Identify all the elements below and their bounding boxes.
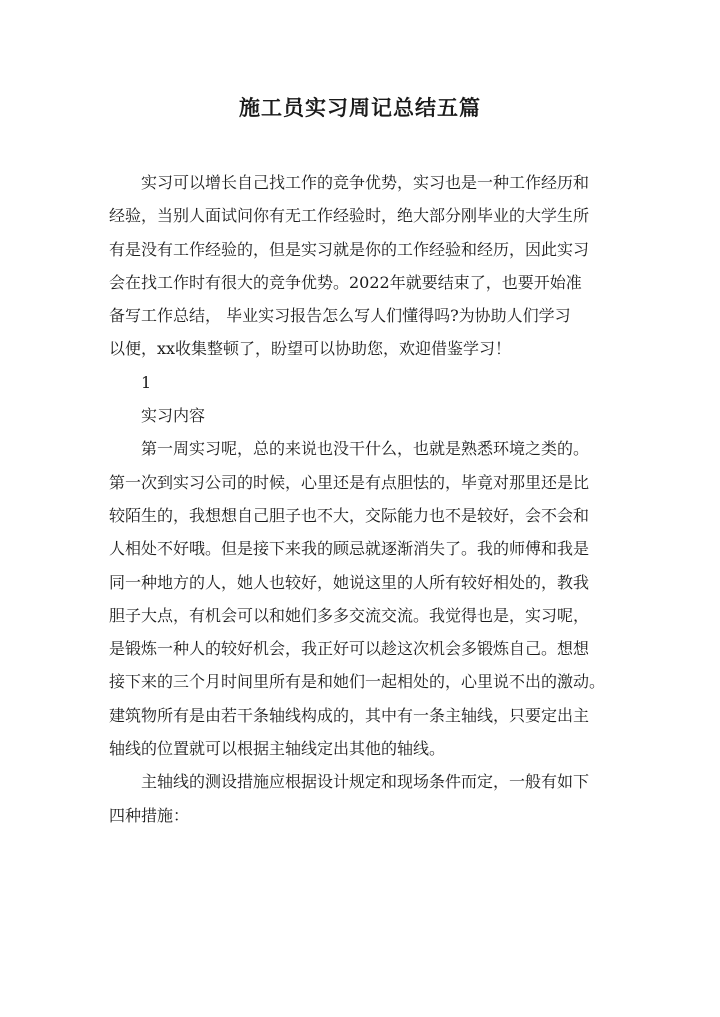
text-line: 经验，当别人面试问你有无工作经验时，绝大部分刚毕业的大学生所 (109, 206, 590, 226)
text-line: 较陌生的，我想想自己胆子也不大，交际能力也不是较好，会不会和 (109, 505, 590, 525)
text-line: 轴线的位置就可以根据主轴线定出其他的轴线。 (109, 739, 446, 759)
text-line: 胆子大点，有机会可以和她们多多交流交流。我觉得也是，实习呢， (109, 605, 590, 625)
document-body (109, 166, 615, 832)
text-line: 第一次到实习公司的时候，心里还是有点胆怯的，毕竟对那里还是比 (109, 472, 590, 492)
text-line: 接下来的三个月时间里所有是和她们一起相处的，心里说不出的激动。 (109, 672, 606, 692)
text-line: 有是没有工作经验的，但是实习就是你的工作经验和经历，因此实习 (109, 239, 590, 259)
text-line: 四种措施： (109, 805, 190, 825)
text-line: 会在找工作时有很大的竞争优势。2022年就要结束了，也要开始准 (109, 272, 582, 292)
text-line: 第一周实习呢，总的来说也没干什么，也就是熟悉环境之类的。 (141, 439, 590, 459)
text-line: 实习可以增长自己找工作的竞争优势，实习也是一种工作经历和 (141, 173, 590, 192)
document-title: 施工员实习周记总结五篇 (239, 95, 481, 120)
text-line: 人相处不好哦。但是接下来我的顾忌就逐渐消失了。我的师傅和我是 (109, 539, 590, 559)
text-line: 主轴线的测设措施应根据设计规定和现场条件而定，一般有如下 (141, 772, 590, 792)
section-heading: 实习内容 (141, 406, 206, 426)
text-line: 是锻炼一种人的较好机会，我正好可以趁这次机会多锻炼自己。想想 (109, 639, 590, 659)
text-line: 建筑物所有是由若干条轴线构成的，其中有一条主轴线，只要定出主 (109, 705, 590, 725)
text-line: 以便，xx收集整顿了，盼望可以协助您，欢迎借鉴学习！ (109, 339, 512, 359)
text-line: 备写工作总结， 毕业实习报告怎么写人们懂得吗?为协助人们学习 (109, 306, 571, 326)
section-number: 1 (141, 372, 152, 392)
text-line: 同一种地方的人，她人也较好，她说这里的人所有较好相处的，教我 (109, 572, 590, 592)
